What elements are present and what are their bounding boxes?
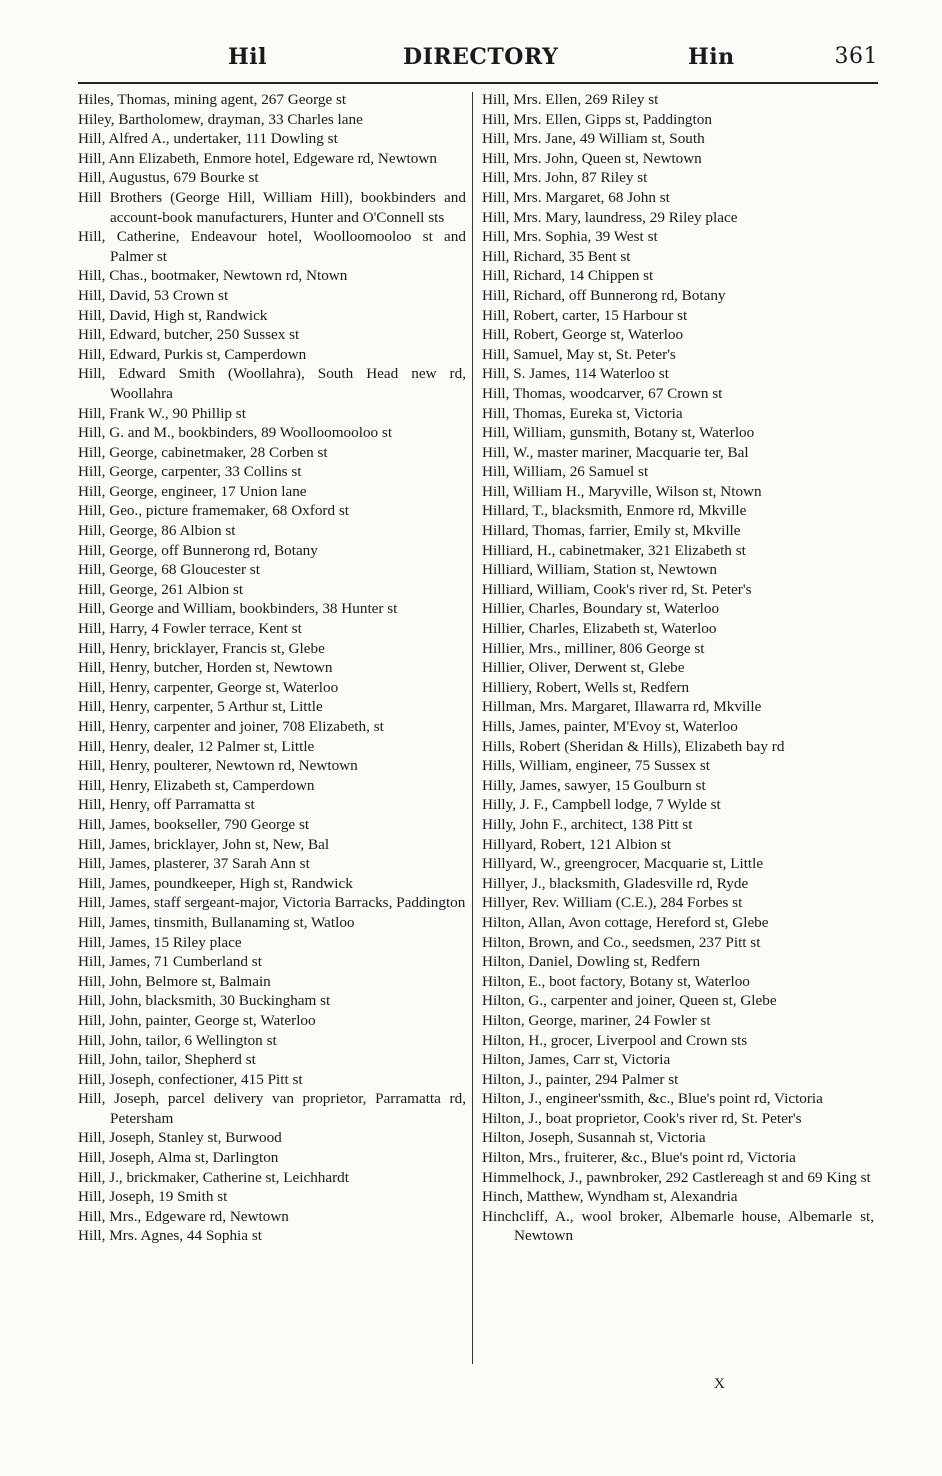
- directory-entry: Hill, Mrs. Mary, laundress, 29 Riley place: [482, 208, 738, 226]
- directory-entry: Hill, Chas., bootmaker, Newtown rd, Ntown: [78, 267, 348, 285]
- directory-entry: Hill, Henry, butcher, Horden st, Newtown: [78, 659, 333, 677]
- directory-entry: Hill, S. James, 114 Waterloo st: [482, 365, 669, 383]
- directory-entry: Hill, Mrs. Jane, 49 William st, South: [482, 130, 705, 148]
- directory-entry: Hillier, Charles, Elizabeth st, Waterloo: [482, 620, 717, 638]
- right-column: [482, 90, 874, 1246]
- directory-entry: Hill, James, plasterer, 37 Sarah Ann st: [78, 855, 310, 873]
- directory-entry: Hill, Mrs. Agnes, 44 Sophia st: [78, 1227, 262, 1245]
- directory-entry: Hillard, T., blacksmith, Enmore rd, Mkville: [482, 502, 747, 520]
- directory-entry: Hill, Richard, off Bunnerong rd, Botany: [482, 286, 726, 304]
- directory-entry: Hill, David, High st, Randwick: [78, 306, 268, 324]
- directory-entry: Hilton, H., grocer, Liverpool and Crown sts: [482, 1031, 748, 1049]
- header-rule: [78, 82, 878, 84]
- header-title: DIRECTORY: [403, 44, 559, 70]
- directory-entry: Hill, James, poundkeeper, High st, Randwick: [78, 874, 353, 892]
- directory-entry: Hill, George, 261 Albion st: [78, 580, 244, 598]
- directory-entry: Hill, Ann Elizabeth, Enmore hotel, Edgeware rd, Newtown: [78, 149, 437, 167]
- directory-entry: Hill, Catherine, Endeavour hotel, Woolloomooloo st and Palmer st: [78, 228, 466, 265]
- directory-entry: Hill, Thomas, Eureka st, Victoria: [482, 404, 683, 422]
- directory-entry: Hilton, Allan, Avon cottage, Hereford st, Glebe: [482, 913, 769, 931]
- directory-entry: Hill, David, 53 Crown st: [78, 286, 229, 304]
- directory-entry: Hill, George, off Bunnerong rd, Botany: [78, 541, 318, 559]
- directory-entry: Hilly, John F., architect, 138 Pitt st: [482, 815, 693, 833]
- directory-entry: Hill, Samuel, May st, St. Peter's: [482, 345, 676, 363]
- directory-entry: Hill, Augustus, 679 Bourke st: [78, 169, 259, 187]
- directory-entry: Hilton, George, mariner, 24 Fowler st: [482, 1011, 711, 1029]
- directory-entry: Hill, George, 68 Gloucester st: [78, 561, 260, 579]
- directory-entry: Hill, Mrs. Sophia, 39 West st: [482, 228, 658, 246]
- directory-entry: Hill, Henry, off Parramatta st: [78, 796, 255, 814]
- directory-entry: Hilliery, Robert, Wells st, Redfern: [482, 678, 690, 696]
- directory-entry: Hilton, Brown, and Co., seedsmen, 237 Pitt st: [482, 933, 761, 951]
- running-header: [78, 40, 878, 76]
- directory-entry: Hill, James, tinsmith, Bullanaming st, Watloo: [78, 913, 355, 931]
- header-left-word: Hil: [228, 44, 268, 70]
- directory-entry: Hilton, J., boat proprietor, Cook's river rd, St. Peter's: [482, 1109, 802, 1127]
- directory-entry: Hill, Thomas, woodcarver, 67 Crown st: [482, 384, 723, 402]
- directory-entry: Hilton, Mrs., fruiterer, &c., Blue's point rd, Victoria: [482, 1149, 796, 1167]
- directory-entry: Hill, Mrs. Ellen, 269 Riley st: [482, 91, 659, 108]
- directory-entry: Hill, Joseph, confectioner, 415 Pitt st: [78, 1070, 303, 1088]
- directory-entry: Hill, John, tailor, 6 Wellington st: [78, 1031, 277, 1049]
- directory-entry: Hill, Mrs. John, Queen st, Newtown: [482, 149, 702, 167]
- directory-entry: Hilton, Joseph, Susannah st, Victoria: [482, 1129, 706, 1147]
- directory-entry: Hills, James, painter, M'Evoy st, Waterloo: [482, 718, 738, 735]
- directory-entry: Hill, James, 15 Riley place: [78, 933, 242, 951]
- directory-entry: Hills, William, engineer, 75 Sussex st: [482, 757, 710, 775]
- directory-entry: Hill, George, 86 Albion st: [78, 522, 236, 540]
- directory-entry: Hill, Geo., picture framemaker, 68 Oxford st: [78, 502, 349, 520]
- directory-entry: Hill, Robert, carter, 15 Harbour st: [482, 306, 688, 324]
- directory-entry: Hill, Edward Smith (Woollahra), South Head new rd, Woollahra: [78, 365, 466, 402]
- directory-entry: Hillier, Oliver, Derwent st, Glebe: [482, 659, 685, 677]
- directory-entry: Hillier, Mrs., milliner, 806 George st: [482, 639, 705, 657]
- directory-entry: Hilton, Daniel, Dowling st, Redfern: [482, 953, 701, 971]
- signature-mark: X: [714, 1376, 725, 1392]
- directory-entry: Hill, Mrs. Ellen, Gipps st, Paddington: [482, 110, 712, 128]
- directory-entry: Hillman, Mrs. Margaret, Illawarra rd, Mkville: [482, 698, 762, 716]
- directory-entry: Hill, John, painter, George st, Waterloo: [78, 1011, 316, 1029]
- directory-entry: Hill, Mrs. John, 87 Riley st: [482, 169, 648, 187]
- directory-entry: Hill, Mrs., Edgeware rd, Newtown: [78, 1207, 289, 1225]
- directory-entry: Hill, Frank W., 90 Phillip st: [78, 404, 246, 422]
- directory-entry: Hill, Henry, dealer, 12 Palmer st, Little: [78, 737, 315, 755]
- directory-entry: Hill, W., master mariner, Macquarie ter, Bal: [482, 443, 749, 461]
- directory-entry: Hill, George, carpenter, 33 Collins st: [78, 463, 302, 481]
- directory-entry: Hill, George, engineer, 17 Union lane: [78, 482, 307, 500]
- directory-entry: Hilly, J. F., Campbell lodge, 7 Wylde st: [482, 796, 721, 814]
- directory-entry: Hill, William, gunsmith, Botany st, Waterloo: [482, 424, 755, 442]
- directory-entry: Hill, John, blacksmith, 30 Buckingham st: [78, 992, 331, 1010]
- directory-entry: Hillyer, Rev. William (C.E.), 284 Forbes st: [482, 894, 743, 912]
- directory-entry: Hill, G. and M., bookbinders, 89 Woolloomooloo st: [78, 424, 393, 442]
- directory-entry: Hill, Richard, 14 Chippen st: [482, 267, 654, 285]
- directory-entry: Hill, Henry, bricklayer, Francis st, Glebe: [78, 639, 325, 657]
- directory-entry: Hilton, J., engineer'ssmith, &c., Blue's point rd, Victoria: [482, 1090, 823, 1108]
- directory-entry: Hilton, G., carpenter and joiner, Queen st, Glebe: [482, 992, 777, 1010]
- directory-entry: Himmelhock, J., pawnbroker, 292 Castlereagh st and 69 King st: [482, 1168, 871, 1186]
- directory-entry: Hill, Harry, 4 Fowler terrace, Kent st: [78, 620, 302, 638]
- directory-entry: Hill Brothers (George Hill, William Hill), bookbinders and account-book manufacturers, Hunter and O'Connell sts: [78, 188, 466, 226]
- directory-entry: Hill, Henry, poulterer, Newtown rd, Newtown: [78, 757, 358, 775]
- directory-entry: Hill, Joseph, Stanley st, Burwood: [78, 1129, 282, 1147]
- directory-entry: Hill, Edward, butcher, 250 Sussex st: [78, 326, 300, 344]
- directory-entry: Hill, Henry, Elizabeth st, Camperdown: [78, 776, 315, 794]
- directory-entry: Hill, James, bricklayer, John st, New, Bal: [78, 835, 330, 853]
- directory-entry: Hill, James, staff sergeant-major, Victoria Barracks, Paddington: [78, 894, 466, 912]
- directory-entry: Hill, Robert, George st, Waterloo: [482, 326, 684, 344]
- directory-entry: Hinchcliff, A., wool broker, Albemarle house, Albemarle st, Newtown: [482, 1207, 874, 1245]
- directory-entry: Hilton, James, Carr st, Victoria: [482, 1051, 671, 1069]
- directory-entry: Hillyard, Robert, 121 Albion st: [482, 835, 671, 853]
- directory-entry: Hill, Henry, carpenter, George st, Waterloo: [78, 678, 339, 696]
- directory-entry: Hill, George and William, bookbinders, 38 Hunter st: [78, 600, 398, 618]
- directory-entry: Hillyard, W., greengrocer, Macquarie st, Little: [482, 855, 764, 873]
- directory-entry: Hill, Mrs. Margaret, 68 John st: [482, 188, 670, 206]
- directory-entry: Hill, Edward, Purkis st, Camperdown: [78, 345, 307, 363]
- directory-entry: Hilliard, William, Station st, Newtown: [482, 561, 717, 579]
- directory-entry: Hillier, Charles, Boundary st, Waterloo: [482, 600, 720, 618]
- directory-entry: Hillard, Thomas, farrier, Emily st, Mkville: [482, 522, 741, 540]
- directory-entry: Hilly, James, sawyer, 15 Goulburn st: [482, 776, 706, 794]
- directory-entry: Hills, Robert (Sheridan & Hills), Elizabeth bay rd: [482, 737, 785, 755]
- directory-entry: Hillyer, J., blacksmith, Gladesville rd, Ryde: [482, 874, 749, 892]
- left-column: [78, 90, 466, 1246]
- directory-entry: Hilliard, H., cabinetmaker, 321 Elizabeth st: [482, 541, 746, 559]
- directory-entry: Hilton, J., painter, 294 Palmer st: [482, 1070, 679, 1088]
- directory-entry: Hill, Joseph, parcel delivery van proprietor, Parramatta rd, Petersham: [78, 1090, 466, 1127]
- directory-entry: Hill, William, 26 Samuel st: [482, 463, 649, 481]
- directory-entry: Hill, James, bookseller, 790 George st: [78, 815, 310, 833]
- page-number: 361: [834, 44, 878, 69]
- directory-entry: Hill, Henry, carpenter and joiner, 708 Elizabeth, st: [78, 718, 384, 735]
- directory-entry: Hill, John, Belmore st, Balmain: [78, 972, 271, 990]
- directory-entry: Hiles, Thomas, mining agent, 267 George st: [78, 91, 347, 108]
- directory-entry: Hilliard, William, Cook's river rd, St. Peter's: [482, 580, 752, 598]
- directory-entry: Hill, Richard, 35 Bent st: [482, 247, 631, 265]
- directory-entry: Hill, John, tailor, Shepherd st: [78, 1051, 256, 1069]
- directory-entry: Hill, James, 71 Cumberland st: [78, 953, 262, 971]
- directory-entry: Hill, George, cabinetmaker, 28 Corben st: [78, 443, 328, 461]
- directory-entry: Hill, Joseph, 19 Smith st: [78, 1188, 228, 1206]
- header-right-word: Hin: [688, 44, 735, 70]
- directory-entry: Hill, Joseph, Alma st, Darlington: [78, 1149, 279, 1167]
- directory-entry: Hiley, Bartholomew, drayman, 33 Charles lane: [78, 110, 363, 128]
- directory-entry: Hill, William H., Maryville, Wilson st, Ntown: [482, 482, 762, 500]
- directory-entry: Hill, J., brickmaker, Catherine st, Leichhardt: [78, 1168, 349, 1186]
- directory-entry: Hill, Henry, carpenter, 5 Arthur st, Little: [78, 698, 323, 716]
- directory-entry: Hinch, Matthew, Wyndham st, Alexandria: [482, 1188, 738, 1206]
- column-divider: [472, 92, 473, 1364]
- directory-entry: Hill, Alfred A., undertaker, 111 Dowling st: [78, 130, 338, 148]
- directory-entry: Hilton, E., boot factory, Botany st, Waterloo: [482, 972, 750, 990]
